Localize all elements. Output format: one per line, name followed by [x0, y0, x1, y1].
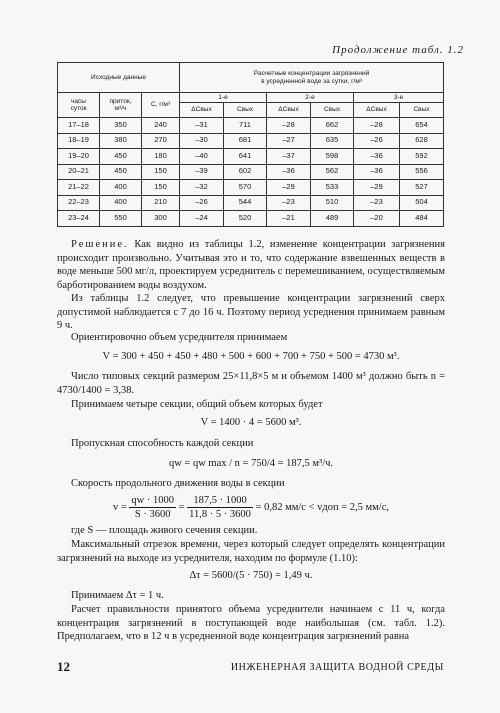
table-row — [58, 164, 444, 180]
paragraph-throughput: Пропускная способность каждой секции — [71, 438, 254, 449]
table-cell: –30 — [180, 133, 224, 149]
table-cell: 21–22 — [58, 180, 100, 196]
header-source-data: Исходные данные — [58, 63, 180, 93]
paragraph-calculation: Расчет правильности принятого объема усреднители начинаем с 11 ч, когда концентрация загрязнений в поступающей воде наибольшая (см. табл. 1.2). Предполагаем, что в 12 ч в усредненной воде концентрация загрязнений равна — [57, 604, 445, 642]
table-cell: 150 — [142, 180, 180, 196]
table-cell: 562 — [311, 164, 354, 180]
table-cell: 150 — [142, 164, 180, 180]
table-cell: 22–23 — [58, 195, 100, 211]
table-cell: 520 — [224, 211, 267, 227]
table-cell: –24 — [180, 211, 224, 227]
header-inflow: приток, м³/ч — [100, 93, 142, 118]
table-cell: –39 — [180, 164, 224, 180]
table-cell: 570 — [224, 180, 267, 196]
table-cell: 641 — [224, 149, 267, 165]
paragraph-sections: Число типовых секций размером 25×11,8×5 м и объемом 1400 м³ должно быть n = 4730/1400 = 3,38. — [57, 371, 445, 396]
continuation-note: Продолжение табл. 1.2 — [332, 44, 464, 56]
table-cell: 20–21 — [58, 164, 100, 180]
table-cell: 240 — [142, 118, 180, 134]
header-concentration: C, г/м³ — [142, 93, 180, 118]
table-cell: 504 — [400, 195, 444, 211]
fraction-1: $\frac{qw \cdot 1000}{S \cdot 3600}$ — [131, 495, 174, 520]
table-cell: –28 — [354, 118, 400, 134]
table-cell: –29 — [354, 180, 400, 196]
table-cell: 662 — [311, 118, 354, 134]
equation-velocity: v = $\frac{qw \cdot 1000}{S \cdot 3600}$ = $\frac{187,5 \cdot 1000}{11,8 \cdot 5 \cdot 3600}$ = 0,82 мм/с < vдоп = 2,5 мм/с, — [112, 495, 389, 520]
table-cell: –26 — [354, 133, 400, 149]
table-cell: 550 — [100, 211, 142, 227]
header-section-3: 3-е — [354, 93, 444, 103]
table-cell: 180 — [142, 149, 180, 165]
table-cell: –36 — [354, 149, 400, 165]
table-cell: 635 — [311, 133, 354, 149]
table-row — [58, 118, 444, 134]
paragraph-volume-intro: Ориентировочно объем усреднителя принимаем — [71, 332, 288, 343]
table-cell: –23 — [267, 195, 311, 211]
table-cell: –37 — [267, 149, 311, 165]
equation-throughput: qw = qw max / n = 750/4 = 187,5 м³/ч. — [168, 458, 334, 469]
table-cell: 681 — [224, 133, 267, 149]
table-cell: –23 — [354, 195, 400, 211]
pollution-table — [57, 62, 444, 227]
table-cell: –31 — [180, 118, 224, 134]
table-cell: 598 — [311, 149, 354, 165]
table-cell: 19–20 — [58, 149, 100, 165]
header-c-out: Cвых — [311, 103, 354, 118]
table-row — [58, 133, 444, 149]
table-cell: –36 — [267, 164, 311, 180]
table-cell: 489 — [311, 211, 354, 227]
table-cell: 210 — [142, 195, 180, 211]
table-cell: 23–24 — [58, 211, 100, 227]
table-cell: 18–19 — [58, 133, 100, 149]
table-cell: 400 — [100, 180, 142, 196]
table-cell: –20 — [354, 211, 400, 227]
header-c-out: Cвых — [224, 103, 267, 118]
table-cell: 628 — [400, 133, 444, 149]
table-cell: 711 — [224, 118, 267, 134]
paragraph-solution: Решение. Как видно из таблицы 1.2, изменение концентрации загрязнения происходит произвольно. Учитывая это и то, что содержание взвешенных веществ в воде меньше 500 мг/л, проектируем усреднитель с перемешиванием, осуществляемым барботированием воды воздухом. — [57, 239, 445, 291]
header-section-2: 2-е — [267, 93, 354, 103]
table-cell: 270 — [142, 133, 180, 149]
table-cell: 527 — [400, 180, 444, 196]
paragraph-velocity: Скорость продольного движения воды в секции — [71, 478, 285, 489]
header-section-1: 1-е — [180, 93, 267, 103]
table-cell: –40 — [180, 149, 224, 165]
header-c-out: Cвых — [400, 103, 444, 118]
table-cell: 602 — [224, 164, 267, 180]
table-cell: 510 — [311, 195, 354, 211]
equation-delta-tau: Δτ = 5600/(5 · 750) = 1,49 ч. — [189, 570, 313, 581]
table-cell: 654 — [400, 118, 444, 134]
header-delta-c: ΔCвых — [354, 103, 400, 118]
table-row — [58, 211, 444, 227]
table-cell: 450 — [100, 149, 142, 165]
equation-total-volume: V = 1400 · 4 = 5600 м³. — [200, 417, 302, 428]
table-cell: 556 — [400, 164, 444, 180]
table-cell: –28 — [267, 118, 311, 134]
header-calc-concentrations: Расчетные концентрации загрязнений в усредненной воде за сутки, г/м³ — [180, 63, 444, 93]
paragraph-four-sections: Принимаем четыре секции, общий объем которых будет — [71, 399, 323, 410]
table-row — [58, 180, 444, 196]
header-hours: часы суток — [58, 93, 100, 118]
table-cell: 592 — [400, 149, 444, 165]
paragraph-time-interval: Максимальный отрезок времени, через который следует определять концентрации загрязнений на выходе из усреднителя, находим по формуле (1.10): — [57, 539, 445, 564]
header-delta-c: ΔCвых — [267, 103, 311, 118]
table-row — [58, 195, 444, 211]
table-cell: –21 — [267, 211, 311, 227]
paragraph-accept-tau: Принимаем Δτ = 1 ч. — [71, 590, 164, 601]
table-cell: 450 — [100, 164, 142, 180]
table-cell: –36 — [354, 164, 400, 180]
table-cell: 17–18 — [58, 118, 100, 134]
table-cell: 544 — [224, 195, 267, 211]
table-cell: –32 — [180, 180, 224, 196]
table-cell: 350 — [100, 118, 142, 134]
header-delta-c: ΔCвых — [180, 103, 224, 118]
table-cell: 400 — [100, 195, 142, 211]
fraction-2: $\frac{187,5 \cdot 1000}{11,8 \cdot 5 \cdot 3600}$ — [189, 495, 251, 520]
table-cell: –27 — [267, 133, 311, 149]
table-cell: –29 — [267, 180, 311, 196]
table-cell: 380 — [100, 133, 142, 149]
table-cell: 533 — [311, 180, 354, 196]
table-cell: 484 — [400, 211, 444, 227]
table-cell: –26 — [180, 195, 224, 211]
paragraph-period: Из таблицы 1.2 следует, что превышение концентрации загрязнений сверх допустимой наблюдается с 7 до 16 ч. Поэтому период усреднения принимаем равным 9 ч. — [57, 293, 445, 331]
equation-volume: V = 300 + 450 + 450 + 480 + 500 + 600 + 700 + 750 + 500 = 4730 м³. — [102, 351, 400, 362]
table-row — [58, 149, 444, 165]
paragraph-area: где S — площадь живого сечения секции. — [71, 525, 258, 536]
table-cell: 300 — [142, 211, 180, 227]
table-body — [58, 118, 444, 227]
page-number: 12 — [57, 659, 70, 674]
running-title: ИНЖЕНЕРНАЯ ЗАЩИТА ВОДНОЙ СРЕДЫ — [230, 662, 444, 673]
